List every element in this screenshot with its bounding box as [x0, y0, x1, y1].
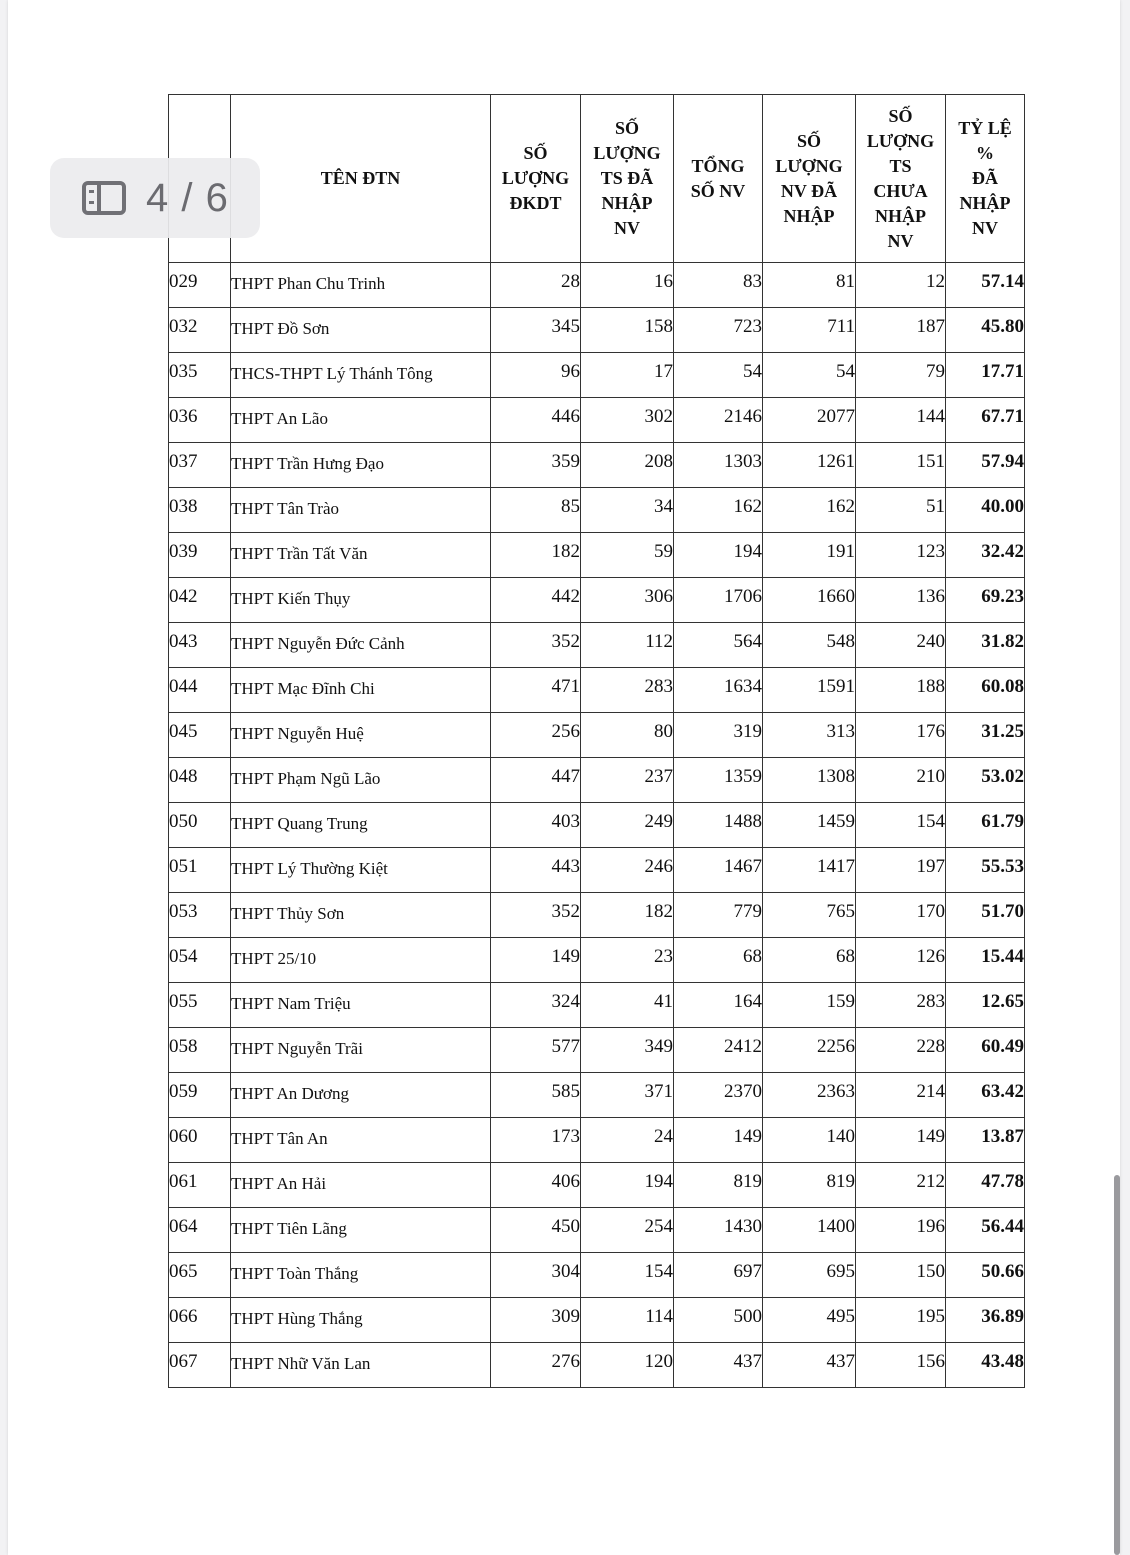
cell-candidates-entered: 23 — [581, 938, 674, 983]
cell-school-code: 055 — [169, 983, 231, 1028]
cell-school-name: THPT Phạm Ngũ Lão — [231, 758, 491, 803]
cell-wishes-entered: 1660 — [763, 578, 856, 623]
cell-candidates-not-entered: 214 — [856, 1073, 946, 1118]
cell-entry-rate: 13.87 — [946, 1118, 1025, 1163]
cell-candidates-entered: 249 — [581, 803, 674, 848]
table-row — [169, 578, 1025, 623]
cell-registered-count: 443 — [491, 848, 581, 893]
cell-wishes-entered: 68 — [763, 938, 856, 983]
cell-candidates-not-entered: 51 — [856, 488, 946, 533]
cell-school-name: THPT Nguyễn Trãi — [231, 1028, 491, 1073]
cell-school-code: 065 — [169, 1253, 231, 1298]
cell-registered-count: 359 — [491, 443, 581, 488]
cell-registered-count: 256 — [491, 713, 581, 758]
table-row — [169, 533, 1025, 578]
cell-registered-count: 471 — [491, 668, 581, 713]
cell-school-name: THCS-THPT Lý Thánh Tông — [231, 353, 491, 398]
cell-wishes-entered: 1261 — [763, 443, 856, 488]
cell-entry-rate: 50.66 — [946, 1253, 1025, 1298]
table-row — [169, 398, 1025, 443]
cell-total-wishes: 1706 — [674, 578, 763, 623]
cell-registered-count: 173 — [491, 1118, 581, 1163]
cell-total-wishes: 83 — [674, 263, 763, 308]
cell-wishes-entered: 695 — [763, 1253, 856, 1298]
cell-candidates-entered: 17 — [581, 353, 674, 398]
cell-entry-rate: 15.44 — [946, 938, 1025, 983]
table-row — [169, 1253, 1025, 1298]
header-registered-count: SỐ LƯỢNG ĐKDT — [491, 95, 581, 263]
table-row — [169, 623, 1025, 668]
cell-school-code: 053 — [169, 893, 231, 938]
cell-school-name: THPT Tiên Lãng — [231, 1208, 491, 1253]
cell-candidates-entered: 237 — [581, 758, 674, 803]
cell-candidates-entered: 59 — [581, 533, 674, 578]
table-row — [169, 263, 1025, 308]
table-row — [169, 938, 1025, 983]
table-row — [169, 1028, 1025, 1073]
cell-candidates-entered: 34 — [581, 488, 674, 533]
cell-school-name: THPT Phan Chu Trinh — [231, 263, 491, 308]
cell-entry-rate: 69.23 — [946, 578, 1025, 623]
header-school-name: TÊN ĐTN — [231, 95, 491, 263]
cell-candidates-entered: 24 — [581, 1118, 674, 1163]
cell-total-wishes: 164 — [674, 983, 763, 1028]
table-row — [169, 893, 1025, 938]
cell-school-name: THPT Thủy Sơn — [231, 893, 491, 938]
cell-entry-rate: 53.02 — [946, 758, 1025, 803]
cell-candidates-entered: 158 — [581, 308, 674, 353]
cell-candidates-not-entered: 144 — [856, 398, 946, 443]
cell-school-code: 037 — [169, 443, 231, 488]
cell-total-wishes: 500 — [674, 1298, 763, 1343]
cell-school-name: THPT Tân Trào — [231, 488, 491, 533]
cell-total-wishes: 819 — [674, 1163, 763, 1208]
cell-school-code: 054 — [169, 938, 231, 983]
cell-candidates-entered: 283 — [581, 668, 674, 713]
cell-school-code: 039 — [169, 533, 231, 578]
cell-total-wishes: 2146 — [674, 398, 763, 443]
cell-entry-rate: 61.79 — [946, 803, 1025, 848]
cell-school-name: THPT Nhữ Văn Lan — [231, 1343, 491, 1388]
cell-school-code: 064 — [169, 1208, 231, 1253]
cell-school-name: THPT Quang Trung — [231, 803, 491, 848]
cell-school-name: THPT Nguyễn Đức Cảnh — [231, 623, 491, 668]
cell-candidates-not-entered: 240 — [856, 623, 946, 668]
table-row — [169, 848, 1025, 893]
cell-entry-rate: 31.25 — [946, 713, 1025, 758]
table-row — [169, 443, 1025, 488]
cell-wishes-entered: 765 — [763, 893, 856, 938]
cell-school-name: THPT Nguyễn Huệ — [231, 713, 491, 758]
cell-candidates-entered: 114 — [581, 1298, 674, 1343]
cell-registered-count: 577 — [491, 1028, 581, 1073]
cell-entry-rate: 43.48 — [946, 1343, 1025, 1388]
table-header-row — [169, 95, 1025, 263]
cell-total-wishes: 54 — [674, 353, 763, 398]
cell-school-code: 045 — [169, 713, 231, 758]
header-candidates-not-entered: SỐ LƯỢNG TS CHƯA NHẬP NV — [856, 95, 946, 263]
page-indicator-badge[interactable] — [50, 158, 260, 238]
cell-wishes-entered: 2256 — [763, 1028, 856, 1073]
cell-total-wishes: 68 — [674, 938, 763, 983]
cell-candidates-entered: 208 — [581, 443, 674, 488]
header-entry-rate: TỶ LỆ % ĐÃ NHẬP NV — [946, 95, 1025, 263]
cell-total-wishes: 437 — [674, 1343, 763, 1388]
cell-school-name: THPT An Dương — [231, 1073, 491, 1118]
cell-entry-rate: 51.70 — [946, 893, 1025, 938]
cell-school-code: 032 — [169, 308, 231, 353]
cell-registered-count: 447 — [491, 758, 581, 803]
cell-entry-rate: 36.89 — [946, 1298, 1025, 1343]
cell-candidates-not-entered: 212 — [856, 1163, 946, 1208]
cell-school-name: THPT 25/10 — [231, 938, 491, 983]
cell-registered-count: 345 — [491, 308, 581, 353]
cell-registered-count: 276 — [491, 1343, 581, 1388]
cell-school-name: THPT Đồ Sơn — [231, 308, 491, 353]
cell-wishes-entered: 162 — [763, 488, 856, 533]
cell-school-name: THPT Trần Tất Văn — [231, 533, 491, 578]
cell-entry-rate: 45.80 — [946, 308, 1025, 353]
table-body — [169, 263, 1025, 1388]
cell-candidates-not-entered: 176 — [856, 713, 946, 758]
cell-entry-rate: 31.82 — [946, 623, 1025, 668]
table-row — [169, 1298, 1025, 1343]
cell-total-wishes: 162 — [674, 488, 763, 533]
cell-candidates-entered: 154 — [581, 1253, 674, 1298]
table-row — [169, 758, 1025, 803]
cell-entry-rate: 57.94 — [946, 443, 1025, 488]
cell-school-code: 066 — [169, 1298, 231, 1343]
cell-total-wishes: 194 — [674, 533, 763, 578]
cell-school-code: 051 — [169, 848, 231, 893]
cell-total-wishes: 149 — [674, 1118, 763, 1163]
cell-candidates-not-entered: 151 — [856, 443, 946, 488]
cell-total-wishes: 1634 — [674, 668, 763, 713]
cell-school-name: THPT An Lão — [231, 398, 491, 443]
cell-entry-rate: 67.71 — [946, 398, 1025, 443]
cell-total-wishes: 1303 — [674, 443, 763, 488]
cell-total-wishes: 2412 — [674, 1028, 763, 1073]
cell-entry-rate: 55.53 — [946, 848, 1025, 893]
cell-school-name: THPT Toàn Thắng — [231, 1253, 491, 1298]
cell-candidates-not-entered: 210 — [856, 758, 946, 803]
cell-wishes-entered: 1308 — [763, 758, 856, 803]
cell-candidates-entered: 306 — [581, 578, 674, 623]
cell-wishes-entered: 313 — [763, 713, 856, 758]
table-row — [169, 1073, 1025, 1118]
cell-total-wishes: 2370 — [674, 1073, 763, 1118]
cell-candidates-entered: 80 — [581, 713, 674, 758]
cell-entry-rate: 32.42 — [946, 533, 1025, 578]
sidebar-icon[interactable] — [82, 181, 126, 215]
table-row — [169, 1118, 1025, 1163]
cell-candidates-entered: 16 — [581, 263, 674, 308]
cell-school-code: 042 — [169, 578, 231, 623]
cell-school-code: 067 — [169, 1343, 231, 1388]
cell-candidates-not-entered: 12 — [856, 263, 946, 308]
cell-school-code: 036 — [169, 398, 231, 443]
page-indicator: 4 / 6 — [146, 175, 229, 220]
cell-school-code: 059 — [169, 1073, 231, 1118]
cell-candidates-entered: 194 — [581, 1163, 674, 1208]
cell-candidates-entered: 182 — [581, 893, 674, 938]
cell-candidates-not-entered: 187 — [856, 308, 946, 353]
cell-candidates-not-entered: 228 — [856, 1028, 946, 1073]
cell-entry-rate: 47.78 — [946, 1163, 1025, 1208]
cell-school-code: 044 — [169, 668, 231, 713]
cell-registered-count: 309 — [491, 1298, 581, 1343]
cell-registered-count: 96 — [491, 353, 581, 398]
cell-wishes-entered: 437 — [763, 1343, 856, 1388]
cell-wishes-entered: 81 — [763, 263, 856, 308]
cell-candidates-entered: 254 — [581, 1208, 674, 1253]
cell-total-wishes: 564 — [674, 623, 763, 668]
cell-school-code: 043 — [169, 623, 231, 668]
enrollment-table — [168, 94, 1025, 1388]
cell-school-name: THPT Lý Thường Kiệt — [231, 848, 491, 893]
cell-total-wishes: 697 — [674, 1253, 763, 1298]
cell-candidates-entered: 120 — [581, 1343, 674, 1388]
table-row — [169, 308, 1025, 353]
cell-total-wishes: 1467 — [674, 848, 763, 893]
cell-candidates-not-entered: 283 — [856, 983, 946, 1028]
cell-registered-count: 304 — [491, 1253, 581, 1298]
cell-registered-count: 406 — [491, 1163, 581, 1208]
cell-school-name: THPT Nam Triệu — [231, 983, 491, 1028]
cell-entry-rate: 63.42 — [946, 1073, 1025, 1118]
cell-registered-count: 352 — [491, 893, 581, 938]
cell-wishes-entered: 159 — [763, 983, 856, 1028]
cell-wishes-entered: 711 — [763, 308, 856, 353]
cell-wishes-entered: 140 — [763, 1118, 856, 1163]
cell-registered-count: 446 — [491, 398, 581, 443]
table-row — [169, 488, 1025, 533]
cell-school-code: 038 — [169, 488, 231, 533]
cell-entry-rate: 56.44 — [946, 1208, 1025, 1253]
table-row — [169, 803, 1025, 848]
cell-total-wishes: 319 — [674, 713, 763, 758]
cell-total-wishes: 723 — [674, 308, 763, 353]
cell-wishes-entered: 1459 — [763, 803, 856, 848]
cell-candidates-not-entered: 170 — [856, 893, 946, 938]
cell-candidates-not-entered: 123 — [856, 533, 946, 578]
cell-school-name: THPT An Hải — [231, 1163, 491, 1208]
cell-school-name: THPT Mạc Đĩnh Chi — [231, 668, 491, 713]
table-row — [169, 1343, 1025, 1388]
cell-candidates-not-entered: 150 — [856, 1253, 946, 1298]
cell-registered-count: 149 — [491, 938, 581, 983]
cell-school-name: THPT Kiến Thụy — [231, 578, 491, 623]
cell-candidates-not-entered: 197 — [856, 848, 946, 893]
table-row — [169, 353, 1025, 398]
cell-registered-count: 28 — [491, 263, 581, 308]
cell-entry-rate: 60.49 — [946, 1028, 1025, 1073]
cell-entry-rate: 17.71 — [946, 353, 1025, 398]
cell-registered-count: 352 — [491, 623, 581, 668]
cell-school-code: 058 — [169, 1028, 231, 1073]
cell-candidates-entered: 112 — [581, 623, 674, 668]
cell-registered-count: 403 — [491, 803, 581, 848]
cell-registered-count: 324 — [491, 983, 581, 1028]
table-row — [169, 668, 1025, 713]
cell-school-code: 048 — [169, 758, 231, 803]
cell-candidates-entered: 41 — [581, 983, 674, 1028]
cell-entry-rate: 12.65 — [946, 983, 1025, 1028]
cell-wishes-entered: 1400 — [763, 1208, 856, 1253]
cell-total-wishes: 779 — [674, 893, 763, 938]
cell-registered-count: 442 — [491, 578, 581, 623]
cell-candidates-not-entered: 126 — [856, 938, 946, 983]
cell-candidates-entered: 246 — [581, 848, 674, 893]
table-row — [169, 713, 1025, 758]
table-row — [169, 983, 1025, 1028]
cell-candidates-not-entered: 136 — [856, 578, 946, 623]
cell-registered-count: 450 — [491, 1208, 581, 1253]
scrollbar[interactable] — [1114, 1175, 1120, 1555]
cell-school-code: 061 — [169, 1163, 231, 1208]
cell-school-name: THPT Hùng Thắng — [231, 1298, 491, 1343]
cell-school-name: THPT Trần Hưng Đạo — [231, 443, 491, 488]
cell-school-name: THPT Tân An — [231, 1118, 491, 1163]
cell-candidates-entered: 371 — [581, 1073, 674, 1118]
cell-candidates-not-entered: 195 — [856, 1298, 946, 1343]
cell-candidates-not-entered: 149 — [856, 1118, 946, 1163]
header-wishes-entered: SỐ LƯỢNG NV ĐÃ NHẬP — [763, 95, 856, 263]
header-total-wishes: TỔNG SỐ NV — [674, 95, 763, 263]
cell-wishes-entered: 495 — [763, 1298, 856, 1343]
table-row — [169, 1208, 1025, 1253]
cell-entry-rate: 40.00 — [946, 488, 1025, 533]
cell-school-code: 029 — [169, 263, 231, 308]
cell-entry-rate: 60.08 — [946, 668, 1025, 713]
cell-total-wishes: 1430 — [674, 1208, 763, 1253]
cell-wishes-entered: 819 — [763, 1163, 856, 1208]
cell-candidates-not-entered: 79 — [856, 353, 946, 398]
cell-candidates-not-entered: 188 — [856, 668, 946, 713]
cell-wishes-entered: 548 — [763, 623, 856, 668]
cell-wishes-entered: 2077 — [763, 398, 856, 443]
cell-entry-rate: 57.14 — [946, 263, 1025, 308]
cell-wishes-entered: 1591 — [763, 668, 856, 713]
header-candidates-entered: SỐ LƯỢNG TS ĐÃ NHẬP NV — [581, 95, 674, 263]
table-row — [169, 1163, 1025, 1208]
cell-school-code: 060 — [169, 1118, 231, 1163]
cell-candidates-entered: 349 — [581, 1028, 674, 1073]
cell-wishes-entered: 2363 — [763, 1073, 856, 1118]
cell-candidates-entered: 302 — [581, 398, 674, 443]
cell-candidates-not-entered: 156 — [856, 1343, 946, 1388]
cell-candidates-not-entered: 196 — [856, 1208, 946, 1253]
cell-registered-count: 85 — [491, 488, 581, 533]
cell-candidates-not-entered: 154 — [856, 803, 946, 848]
cell-registered-count: 182 — [491, 533, 581, 578]
cell-school-code: 035 — [169, 353, 231, 398]
cell-wishes-entered: 54 — [763, 353, 856, 398]
cell-registered-count: 585 — [491, 1073, 581, 1118]
cell-total-wishes: 1359 — [674, 758, 763, 803]
cell-total-wishes: 1488 — [674, 803, 763, 848]
cell-school-code: 050 — [169, 803, 231, 848]
cell-wishes-entered: 191 — [763, 533, 856, 578]
cell-wishes-entered: 1417 — [763, 848, 856, 893]
